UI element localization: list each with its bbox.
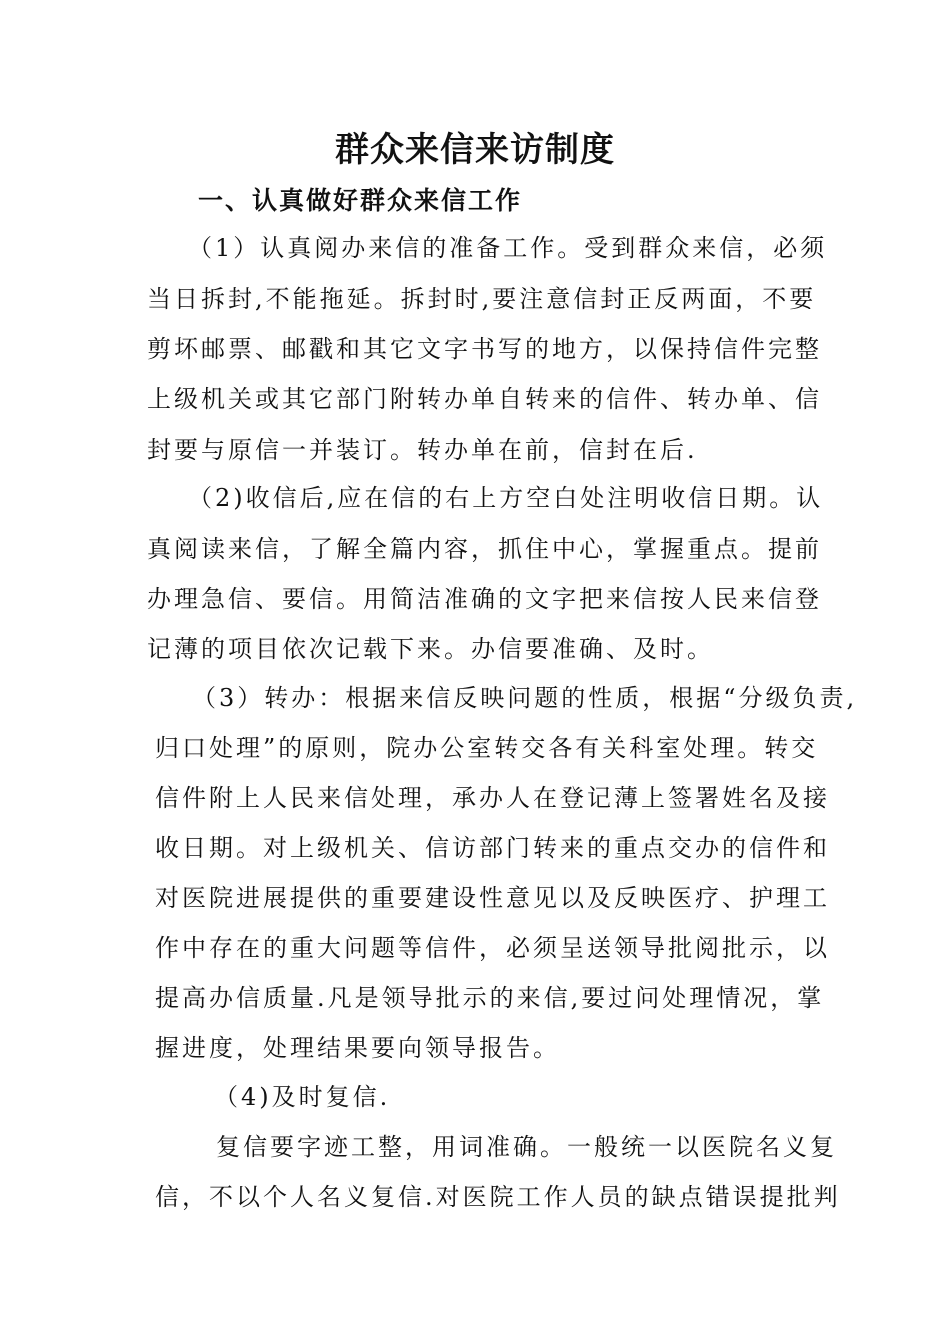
paragraph-1-line-4: 上级机关或其它部门附转办单自转来的信件、转办单、信 [147, 385, 822, 413]
paragraph-3-line-2: 归口处理”的原则，院办公室转交各有关科室处理。转交 [155, 734, 819, 762]
paragraph-3-line-6: 作中存在的重大问题等信件，必须呈送领导批阅批示，以 [155, 934, 830, 962]
paragraph-3-line-1: （3）转办：根据来信反映问题的性质，根据“分级负责, [192, 684, 858, 712]
document-title: 群众来信来访制度 [335, 130, 615, 170]
paragraph-2-line-3: 办理急信、要信。用简洁准确的文字把来信按人民来信登 [147, 585, 822, 613]
paragraph-1-line-1: （1）认真阅办来信的准备工作。受到群众来信，必须 [188, 234, 828, 262]
paragraph-3-line-3: 信件附上人民来信处理，承办人在登记薄上签署姓名及接 [155, 784, 830, 812]
paragraph-1-line-5: 封要与原信一并装订。转办单在前，信封在后. [147, 436, 698, 464]
section-heading: 一、认真做好群众来信工作 [198, 186, 523, 215]
paragraph-5-line-1: 复信要字迹工整，用词准确。一般统一以医院名义复 [216, 1133, 837, 1161]
paragraph-3-line-8: 握进度，处理结果要向领导报告。 [155, 1034, 560, 1062]
paragraph-3-line-4: 收日期。对上级机关、信访部门转来的重点交办的信件和 [155, 834, 830, 862]
paragraph-5-line-2: 信，不以个人名义复信.对医院工作人员的缺点错误提批判 [155, 1183, 841, 1211]
paragraph-1-line-2: 当日拆封,不能拖延。拆封时,要注意信封正反两面，不要 [147, 285, 817, 313]
paragraph-3-line-5: 对医院进展提供的重要建设性意见以及反映医疗、护理工 [155, 884, 830, 912]
paragraph-2-line-1: （2)收信后,应在信的右上方空白处注明收信日期。认 [188, 484, 824, 512]
paragraph-1-line-3: 剪坏邮票、邮戳和其它文字书写的地方，以保持信件完整 [147, 335, 822, 363]
paragraph-2-line-2: 真阅读来信，了解全篇内容，抓住中心，掌握重点。提前 [147, 535, 822, 563]
paragraph-4-heading: （4)及时复信. [214, 1083, 391, 1111]
paragraph-3-line-7: 提高办信质量.凡是领导批示的来信,要过问处理情况，掌 [155, 984, 825, 1012]
paragraph-2-line-4: 记薄的项目依次记载下来。办信要准确、及时。 [147, 635, 714, 663]
